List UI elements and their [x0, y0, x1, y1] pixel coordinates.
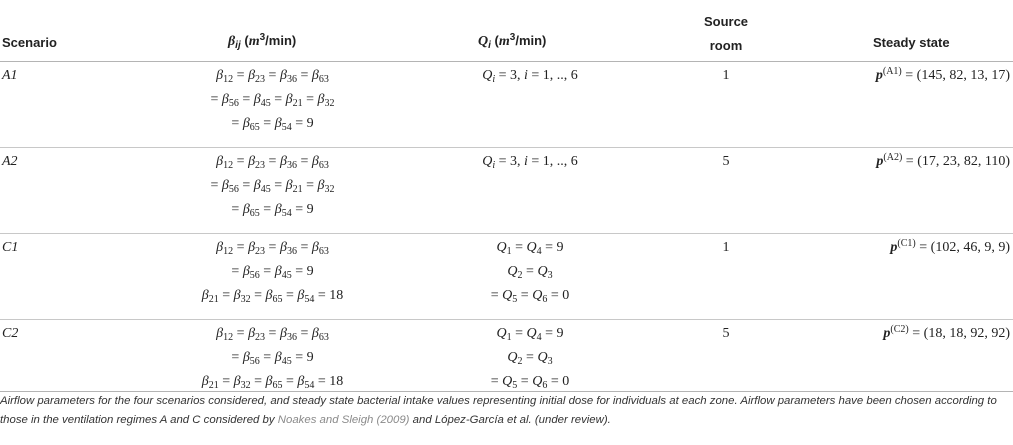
cell-scenario: A2 [2, 154, 18, 169]
cell-steady-state: $p^{(A2)} = (17$, 23, 82, 110) [876, 152, 1010, 169]
table-row [0, 147, 1013, 234]
cell-scenario: A1 [2, 68, 18, 83]
cell-scenario: C1 [2, 240, 19, 255]
reference-link[interactable]: Noakes and Sleigh (2009) [277, 414, 410, 426]
cell-steady-state: $p^{(C2)} = (18$, 18, 92, 92) [883, 324, 1010, 341]
cell-q: $Q_1 = Q_4 = 9$ $Q_2 = Q_3$ = $Q_5 = Q_6 = 0$ [490, 240, 570, 305]
cell-q: $Q_i = 3$, i = 1, .., 6 [482, 68, 578, 85]
table-caption: Airflow parameters for the four scenarios considered, and steady state bacterial intake values representing initial dose for individuals at each zone. Airflow parameters have been chosen according to those in the ventilation regimes A and C considered by Noakes and Sleigh (2009) and López-García et al. (under review). [0, 395, 997, 426]
cell-beta: $\beta_{12} = \beta_{23} = \beta_{36} = \beta_{63}$ = $\beta_{56} = \beta_{45} = \beta_{21} = \beta_{32}$ = $\beta_{65} = \beta_{54} = 9$ [210, 154, 335, 219]
header-q: $Q_i$ $(m^3/\min)$ [478, 32, 547, 51]
cell-source-room: 1 [722, 240, 730, 255]
header-source-room: Source room [703, 14, 749, 53]
cell-q: $Q_i = 3$, i = 1, .., 6 [482, 154, 578, 171]
table-row [0, 61, 1013, 148]
table-row [0, 319, 1013, 392]
header-beta: $\beta_{ij}$ $(m^3/\min)$ [228, 32, 297, 51]
cell-beta: $\beta_{12} = \beta_{23} = \beta_{36} = \beta_{63}$ = $\beta_{56} = \beta_{45} = \beta_{21} = \beta_{32}$ = $\beta_{65} = \beta_{54} = 9$ [210, 68, 335, 133]
header-steady-state: Steady state [873, 35, 950, 50]
cell-source-room: 5 [722, 154, 730, 169]
cell-beta: $\beta_{12} = \beta_{23} = \beta_{36} = \beta_{63}$ = $\beta_{56} = \beta_{45} = 9$ $\beta_{21} = \beta_{32} = \beta_{65} = \beta_{54} = 18$ [201, 326, 344, 391]
table-row [0, 233, 1013, 320]
cell-source-room: 5 [722, 326, 730, 341]
header-scenario: Scenario [2, 35, 57, 50]
cell-steady-state: $p^{(A1)} = (145$, 82, 13, 17) [875, 66, 1010, 83]
cell-scenario: C2 [2, 326, 19, 341]
cell-q: $Q_1 = Q_4 = 9$ $Q_2 = Q_3$ = $Q_5 = Q_6 = 0$ [490, 326, 570, 391]
table-header [0, 0, 1013, 62]
cell-steady-state: $p^{(C1)} = (102$, 46, 9, 9) [890, 238, 1010, 255]
cell-source-room: 1 [722, 68, 730, 83]
cell-beta: $\beta_{12} = \beta_{23} = \beta_{36} = \beta_{63}$ = $\beta_{56} = \beta_{45} = 9$ $\beta_{21} = \beta_{32} = \beta_{65} = \beta_{54} = 18$ [201, 240, 344, 305]
